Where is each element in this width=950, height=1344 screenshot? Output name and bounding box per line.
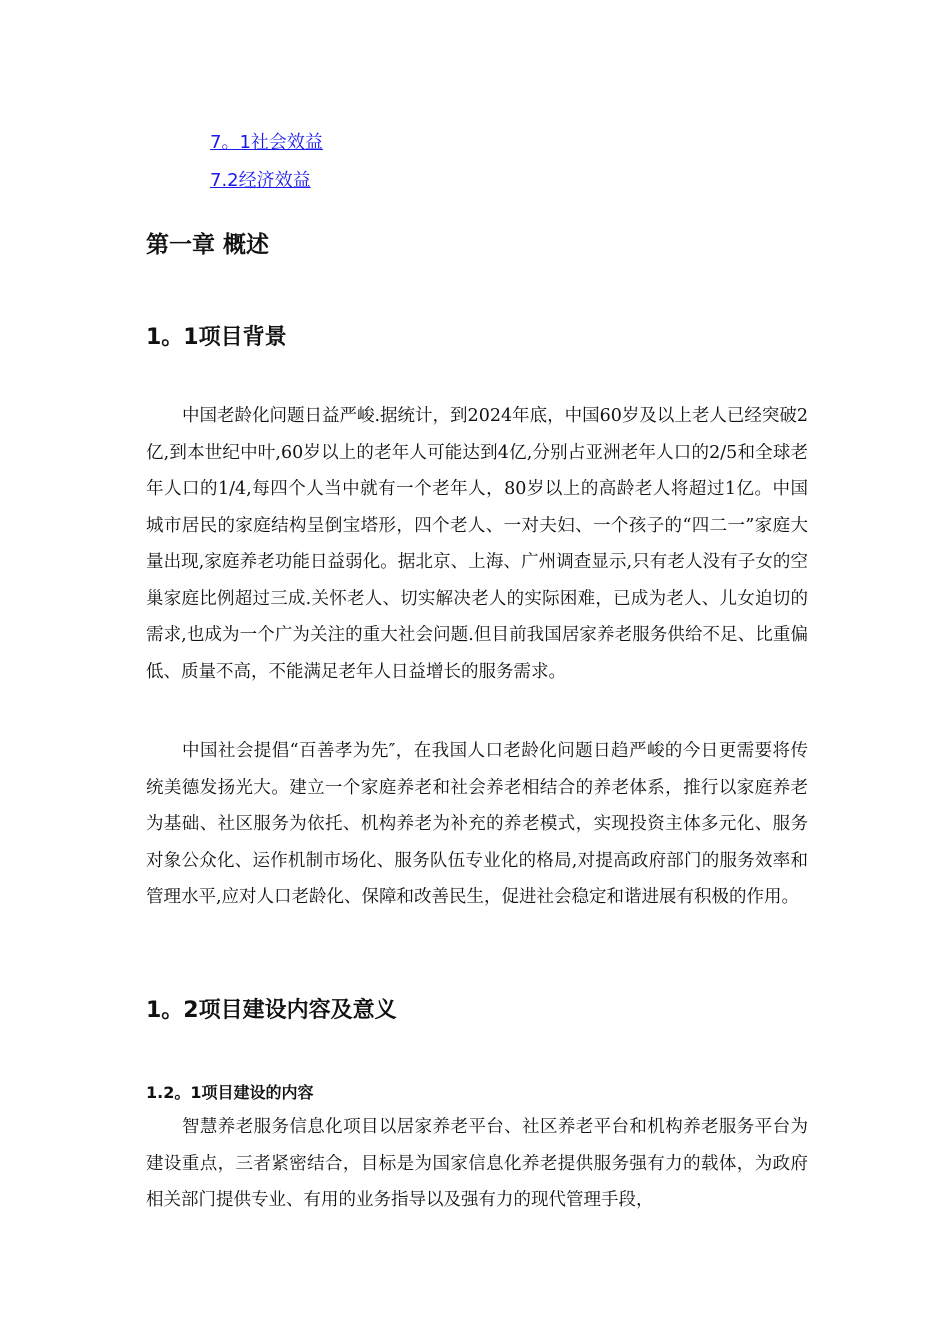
toc-link-economic-benefit[interactable]: 7.2经济效益 <box>210 170 311 191</box>
toc-link-social-benefit[interactable]: 7。1社会效益 <box>210 132 323 153</box>
subsection-heading-construction-content: 1.2。1项目建设的内容 <box>146 1083 314 1102</box>
body-paragraph: 中国社会提倡“百善孝为先″，在我国人口老龄化问题日趋严峻的今日更需要将传统美德发扬光大。建立一个家庭养老和社会养老相结合的养老体系，推行以家庭养老为基础、社区服务为依托、机构养老为补充的养老模式，实现投资主体多元化、服务对象公众化、运作机制市场化、服务队伍专业化的格局,对提高政府部门的服务效率和管理水平,应对人口老龄化、保障和改善民生，促进社会稳定和谐进展有积极的作用。 <box>146 741 808 907</box>
body-paragraph: 中国老龄化问题日益严峻.据统计，到2024年底，中国60岁及以上老人已经突破2亿,到本世纪中叶,60岁以上的老年人可能达到4亿,分别占亚洲老年人口的2/5和全球老年人口的1/4,每四个人当中就有一个老年人，80岁以上的高龄老人将超过1亿。中国城市居民的家庭结构呈倒宝塔形，四个老人、一对夫妇、一个孩子的“四二一”家庭大量出现,家庭养老功能日益弱化。据北京、上海、广州调查显示,只有老人没有子女的空巢家庭比例超过三成.关怀老人、切实解决老人的实际困难，已成为老人、儿女迫切的需求,也成为一个广为关注的重大社会问题.但目前我国居家养老服务供给不足、比重偏低、质量不高，不能满足老年人日益增长的服务需求。 <box>146 406 808 682</box>
chapter-title: 第一章 概述 <box>146 232 270 258</box>
section-heading-project-background: 1。1项目背景 <box>146 325 287 350</box>
section-heading-construction-content: 1。2项目建设内容及意义 <box>146 998 397 1023</box>
body-paragraph: 智慧养老服务信息化项目以居家养老平台、社区养老平台和机构养老服务平台为建设重点，三者紧密结合，目标是为国家信息化养老提供服务强有力的载体，为政府相关部门提供专业、有用的业务指导以及强有力的现代管理手段， <box>146 1117 808 1210</box>
table-of-contents <box>210 124 323 200</box>
